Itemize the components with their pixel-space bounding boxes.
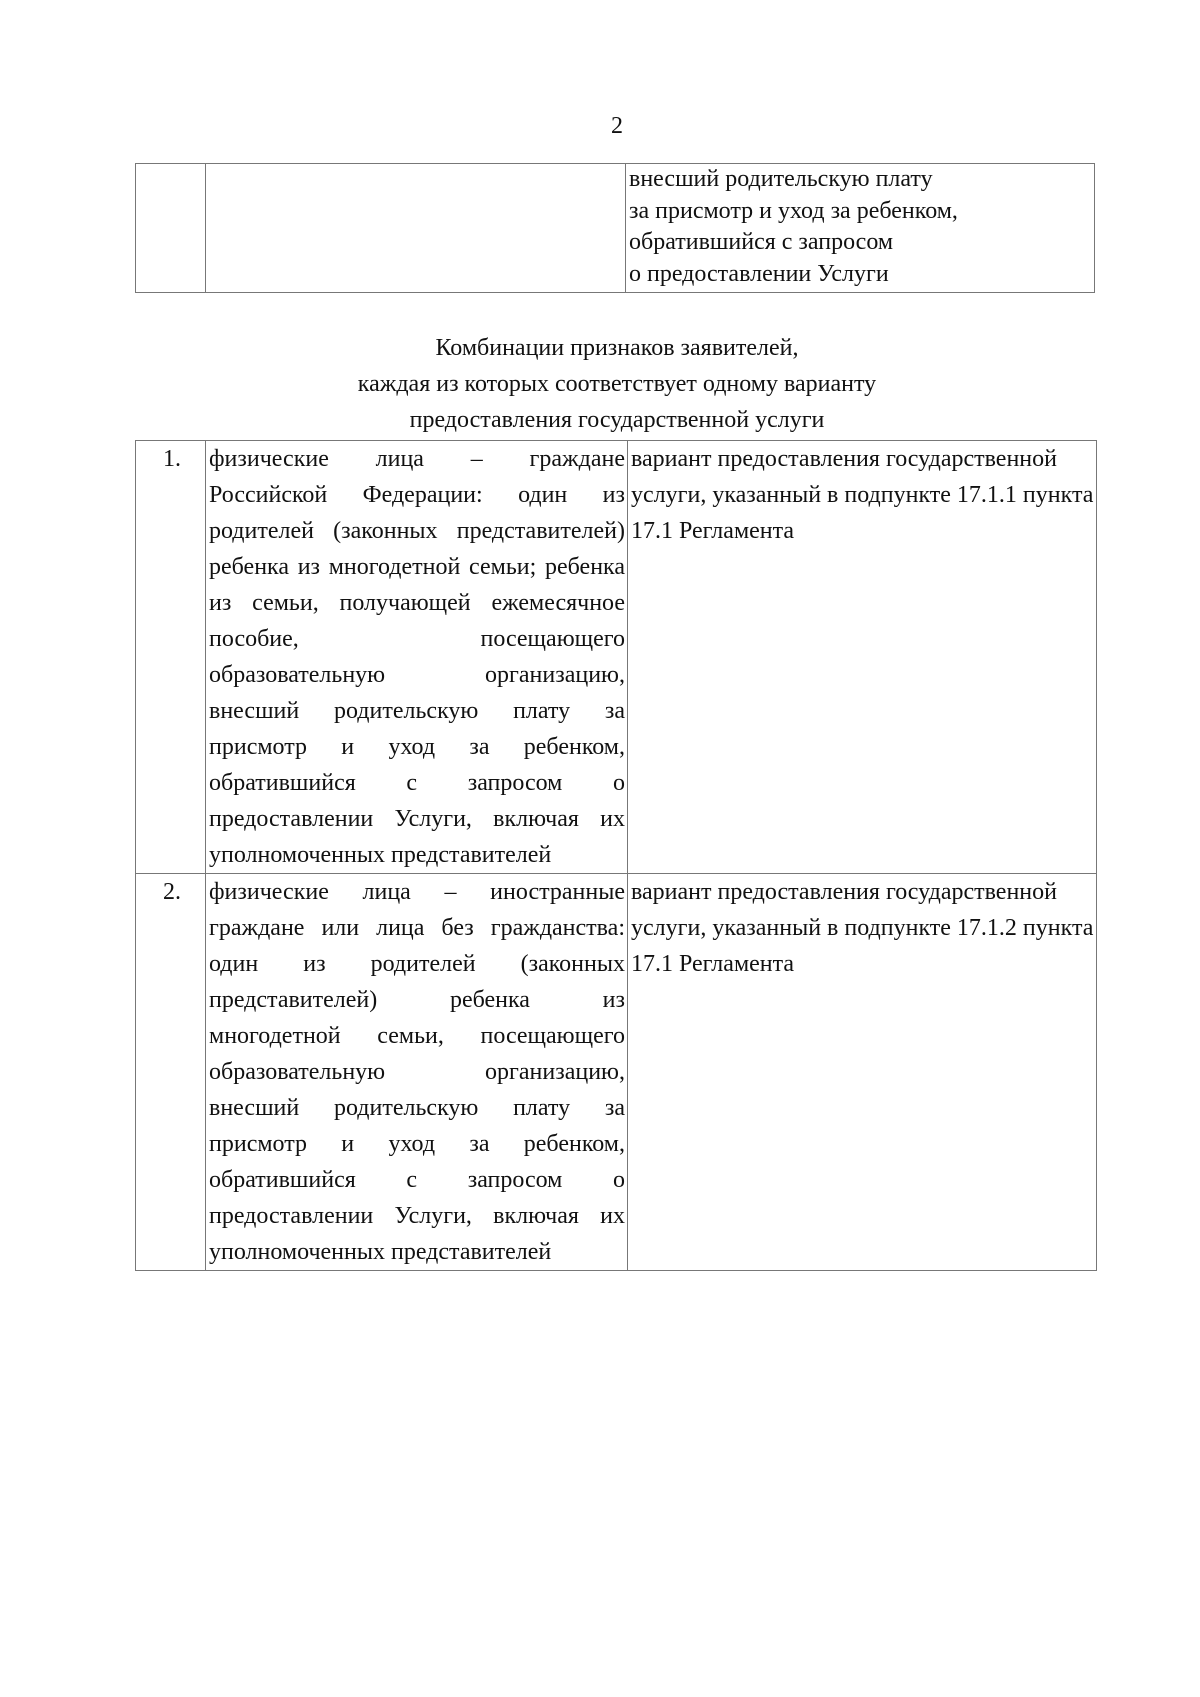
continued-text-cell [626,164,1095,293]
continued-table [135,163,1095,293]
row-number: 2. [136,874,206,1271]
table-row [136,164,1095,293]
service-variant: вариант предоставления государственной услуги, указанный в подпункте 17.1.2 пункта 17.1 Регламента [628,874,1097,1271]
table-row [136,874,1097,1271]
table-row [136,441,1097,874]
page-number: 2 [611,113,623,139]
text-line: о предоставлении Услуги [629,260,889,287]
text-line: за присмотр и уход за ребенком, [629,197,958,224]
heading-line: предоставления государственной услуги [409,407,825,433]
applicant-signs: физические лица – иностранные граждане или лица без гражданства: один из родителей (законных представителей) ребенка из многодетной семьи, посещающего образовательную организацию, внесший родительскую плату за присмотр и уход за ребенком, обратившийся с запросом о предоставлении Услуги, включая их уполномоченных представителей [206,874,628,1271]
combinations-table [135,440,1097,1271]
text-line: обратившийся с запросом [629,229,894,255]
number-cell [136,164,206,293]
text-line: внесший родительскую плату [629,166,933,192]
applicant-signs: физические лица – граждане Российской Федерации: один из родителей (законных представителей) ребенка из многодетной семьи; ребенка из семьи, получающей ежемесячное пособие, посещающего образовательную организацию, внесший родительскую плату за присмотр и уход за ребенком, обратившийся с запросом о предоставлении Услуги, включая их уполномоченных представителей [206,441,628,874]
heading-line: Комбинации признаков заявителей, [435,335,799,361]
heading-line: каждая из которых соответствует одному варианту [357,371,877,397]
signs-cell [206,164,626,293]
section-heading [0,330,1200,438]
service-variant: вариант предоставления государственной услуги, указанный в подпункте 17.1.1 пункта 17.1 Регламента [628,441,1097,874]
row-number: 1. [136,441,206,874]
